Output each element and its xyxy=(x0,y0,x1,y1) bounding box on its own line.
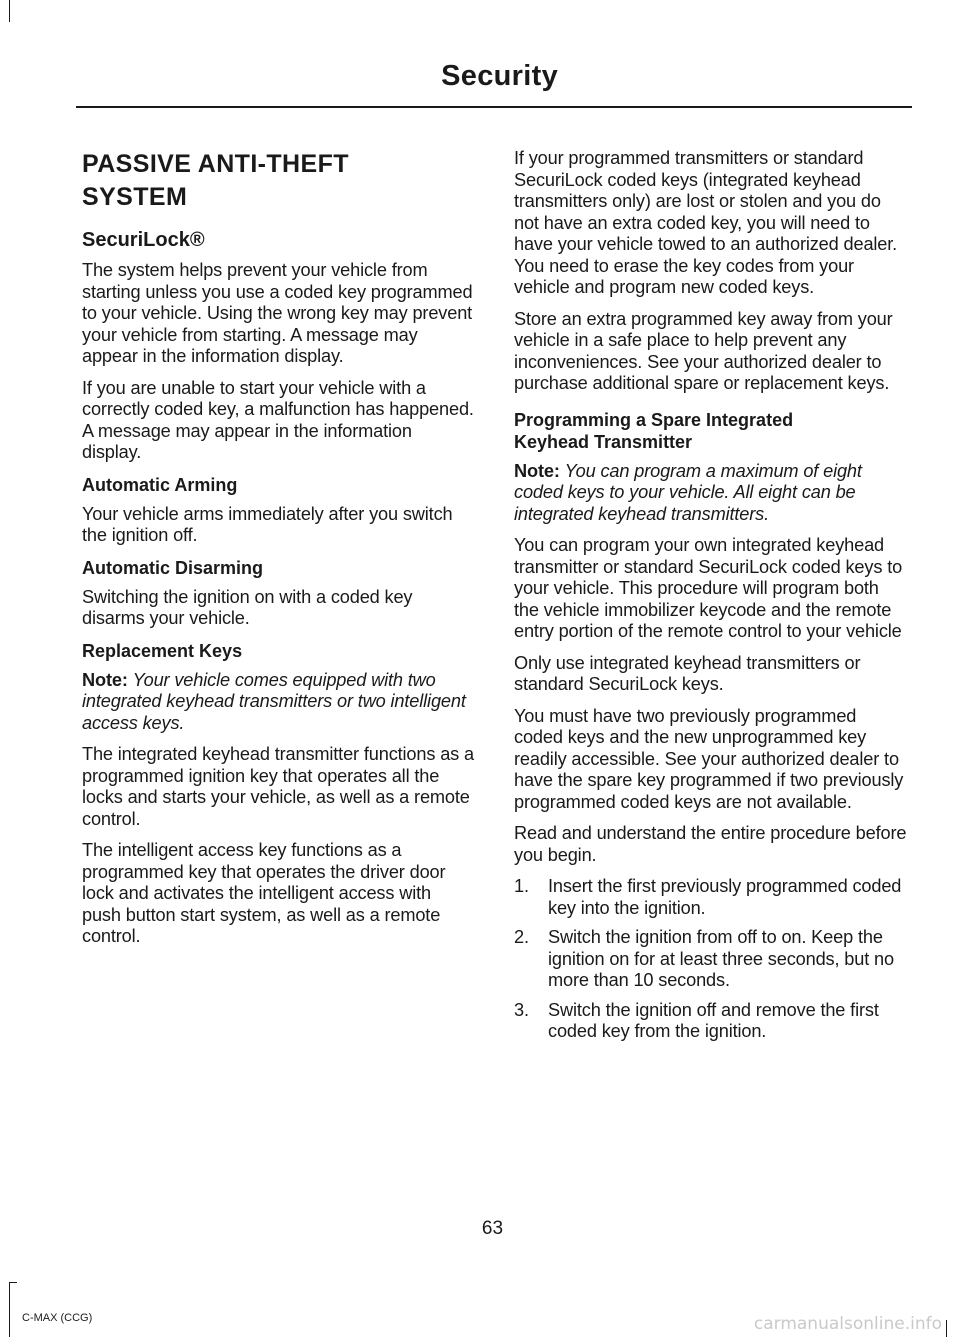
watermark: carmanualsonline.info xyxy=(753,1314,942,1334)
automatic-disarming-heading: Automatic Disarming xyxy=(82,557,264,578)
programming-heading-line1: Programming a Spare Integrated xyxy=(514,409,794,430)
main-heading xyxy=(82,148,474,214)
step-number: 3. xyxy=(514,999,529,1020)
crop-mark-bottom-right xyxy=(946,1320,947,1337)
paragraph: You can program your own integrated keyhead transmitter or standard SecuriLock coded keys to your vehicle. This procedure will program both the vehicle immobilizer keycode and the remote entry portion of the remote control to your vehicle xyxy=(514,535,903,641)
securilock-heading: SecuriLock® xyxy=(82,229,205,251)
right-column xyxy=(514,148,908,1051)
automatic-arming-heading: Automatic Arming xyxy=(82,474,238,495)
note xyxy=(514,461,908,526)
programming-heading-line2: Keyhead Transmitter xyxy=(514,431,693,452)
paragraph: The integrated keyhead transmitter functions as a programmed ignition key that operates all the locks and starts your vehicle, as well as a remote control. xyxy=(82,744,474,829)
step-number: 1. xyxy=(514,876,529,896)
note-label: Note: xyxy=(82,669,128,690)
main-heading-line2: SYSTEM xyxy=(82,183,188,211)
step-text: Switch the ignition from off to on. Keep the ignition on for at least three seconds, but no more than 10 seconds. xyxy=(548,927,894,990)
paragraph: Read and understand the entire procedure before you begin. xyxy=(514,823,907,865)
step-number: 2. xyxy=(514,927,529,947)
paragraph: Your vehicle arms immediately after you switch the ignition off. xyxy=(82,503,453,545)
step-item xyxy=(514,876,908,919)
note-text: Your vehicle comes equipped with two integrated keyhead transmitters or two intelligent access keys. xyxy=(82,669,466,733)
note-text: You can program a maximum of eight coded keys to your vehicle. All eight can be integrated keyhead transmitters. xyxy=(514,460,862,524)
paragraph: If you are unable to start your vehicle with a correctly coded key, a malfunction has happened. A message may appear in the information display. xyxy=(82,377,474,462)
page-section-title: Security xyxy=(441,60,558,92)
note-label: Note: xyxy=(514,460,560,481)
paragraph: The system helps prevent your vehicle from starting unless you use a coded key programmed to your vehicle. Using the wrong key may prevent your vehicle from starting. A message may appear in the information display. xyxy=(82,260,473,366)
replacement-keys-heading: Replacement Keys xyxy=(82,640,243,661)
programming-heading xyxy=(514,409,908,453)
crop-mark-top-left xyxy=(9,0,10,22)
main-heading-line1: PASSIVE ANTI-THEFT xyxy=(82,150,349,178)
page-number: 63 xyxy=(481,1218,504,1239)
left-column xyxy=(82,148,474,958)
paragraph: If your programmed transmitters or standard SecuriLock coded keys (integrated keyhead transmitters only) are lost or stolen and you do not have an extra coded key, you will need to have your vehicle towed to an authorized dealer. You need to erase the key codes from your vehicle and program new coded keys. xyxy=(514,148,898,297)
crop-mark-bottom-left-h xyxy=(9,1282,17,1283)
paragraph: You must have two previously programmed coded keys and the new unprogrammed key readily accessible. See your authorized dealer to have the spare key programmed if two previously programmed coded keys are not available. xyxy=(514,705,904,812)
crop-mark-bottom-left xyxy=(9,1282,10,1337)
step-text: Insert the first previously programmed coded key into the ignition. xyxy=(548,876,902,918)
step-item xyxy=(514,1000,908,1043)
procedure-steps xyxy=(514,876,908,1043)
paragraph: Switching the ignition on with a coded key disarms your vehicle. xyxy=(82,586,413,628)
paragraph: The intelligent access key functions as a programmed key that operates the driver door lock and activates the intelligent access with push button start system, as well as a remote control. xyxy=(82,840,446,946)
step-item xyxy=(514,927,908,992)
step-text: Switch the ignition off and remove the first coded key from the ignition. xyxy=(548,999,879,1041)
paragraph: Only use integrated keyhead transmitters or standard SecuriLock keys. xyxy=(514,652,861,694)
note xyxy=(82,670,474,735)
header-divider xyxy=(76,106,912,108)
paragraph: Store an extra programmed key away from your vehicle in a safe place to help prevent any inconveniences. See your authorized dealer to purchase additional spare or replacement keys. xyxy=(514,308,893,393)
footer-model-code: C-MAX (CCG) xyxy=(22,1312,93,1324)
